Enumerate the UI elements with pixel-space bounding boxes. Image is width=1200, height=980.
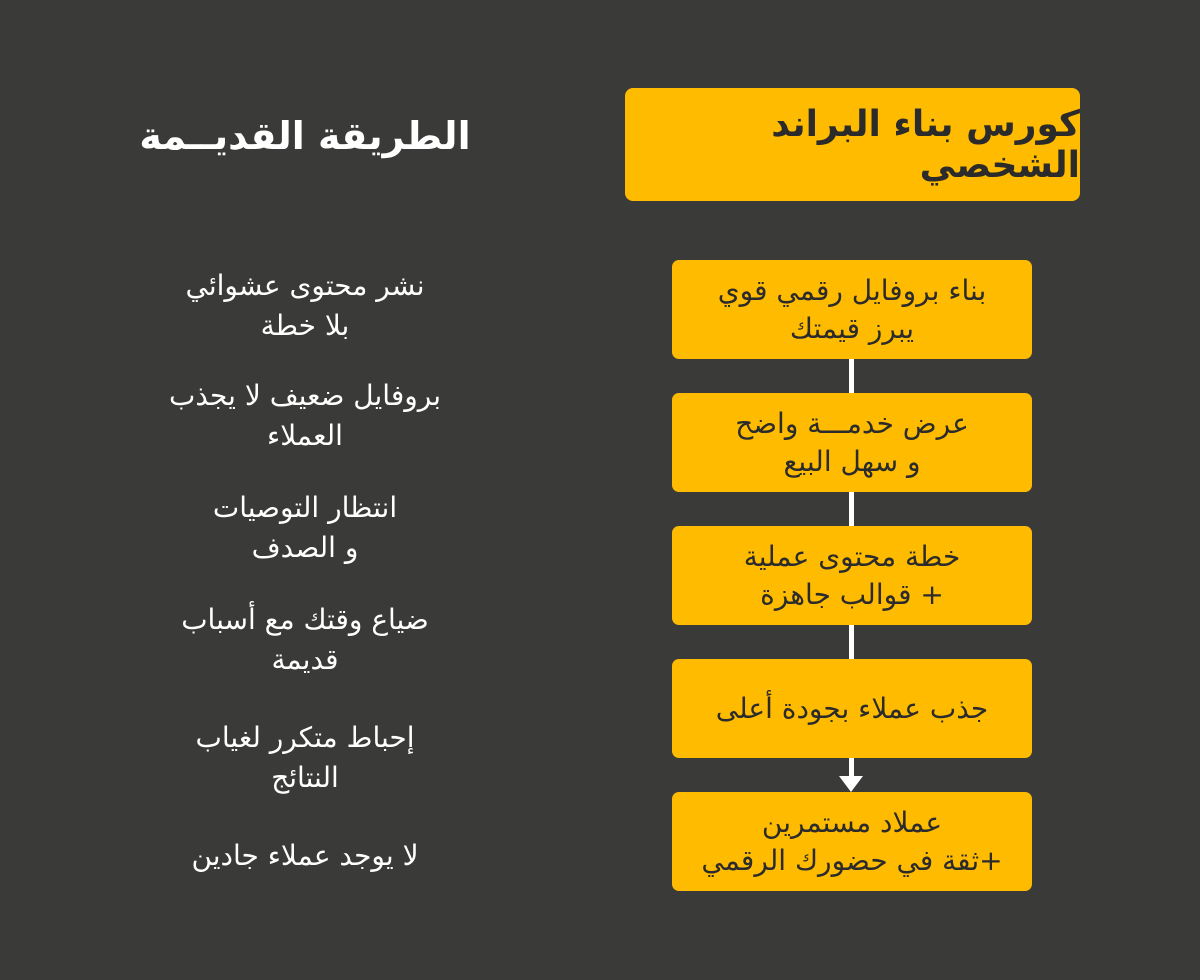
old-way-item-1 [120, 266, 490, 346]
course-step-2-text: عرض خدمـــة واضح و سهل البيع [735, 406, 969, 478]
old-way-item-1-text: نشر محتوى عشوائي بلا خطة [185, 269, 425, 342]
old-way-item-6 [120, 836, 490, 876]
old-way-item-6-text: لا يوجد عملاء جادين [191, 839, 419, 872]
old-way-item-3 [120, 488, 490, 568]
course-step-4 [672, 659, 1032, 758]
course-step-5 [672, 792, 1032, 891]
arrow-down-icon [839, 776, 863, 792]
course-step-3 [672, 526, 1032, 625]
course-title-text: كورس بناء البراند الشخصي [771, 103, 1080, 186]
course-step-4-text: جذب عملاء بجودة أعلى [715, 691, 989, 725]
old-way-heading: الطريقة القديــمة [139, 114, 471, 158]
old-way-item-3-text: انتظار التوصيات و الصدف [212, 491, 398, 564]
old-way-item-2-text: بروفايل ضعيف لا يجذب العملاء [169, 379, 441, 452]
old-way-item-4-text: ضياع وقتك مع أسباب قديمة [181, 603, 429, 676]
course-step-1-text: بناء بروفايل رقمي قوي يبرز قيمتك [717, 273, 987, 345]
connector-line-2 [849, 492, 854, 526]
old-way-item-4 [120, 600, 490, 680]
course-step-2 [672, 393, 1032, 492]
course-step-3-text: خطة محتوى عملية + قوالب جاهزة [743, 539, 961, 611]
connector-line-4 [849, 758, 854, 778]
course-step-5-text: عملاد مستمرين +ثقة في حضورك الرقمي [701, 805, 1003, 877]
connector-line-1 [849, 359, 854, 393]
old-way-item-2 [120, 376, 490, 456]
course-title-box [625, 88, 1080, 201]
course-step-1 [672, 260, 1032, 359]
old-way-item-5-text: إحباط متكرر لغياب النتائج [195, 721, 415, 794]
connector-line-3 [849, 625, 854, 659]
old-way-item-5 [120, 718, 490, 798]
